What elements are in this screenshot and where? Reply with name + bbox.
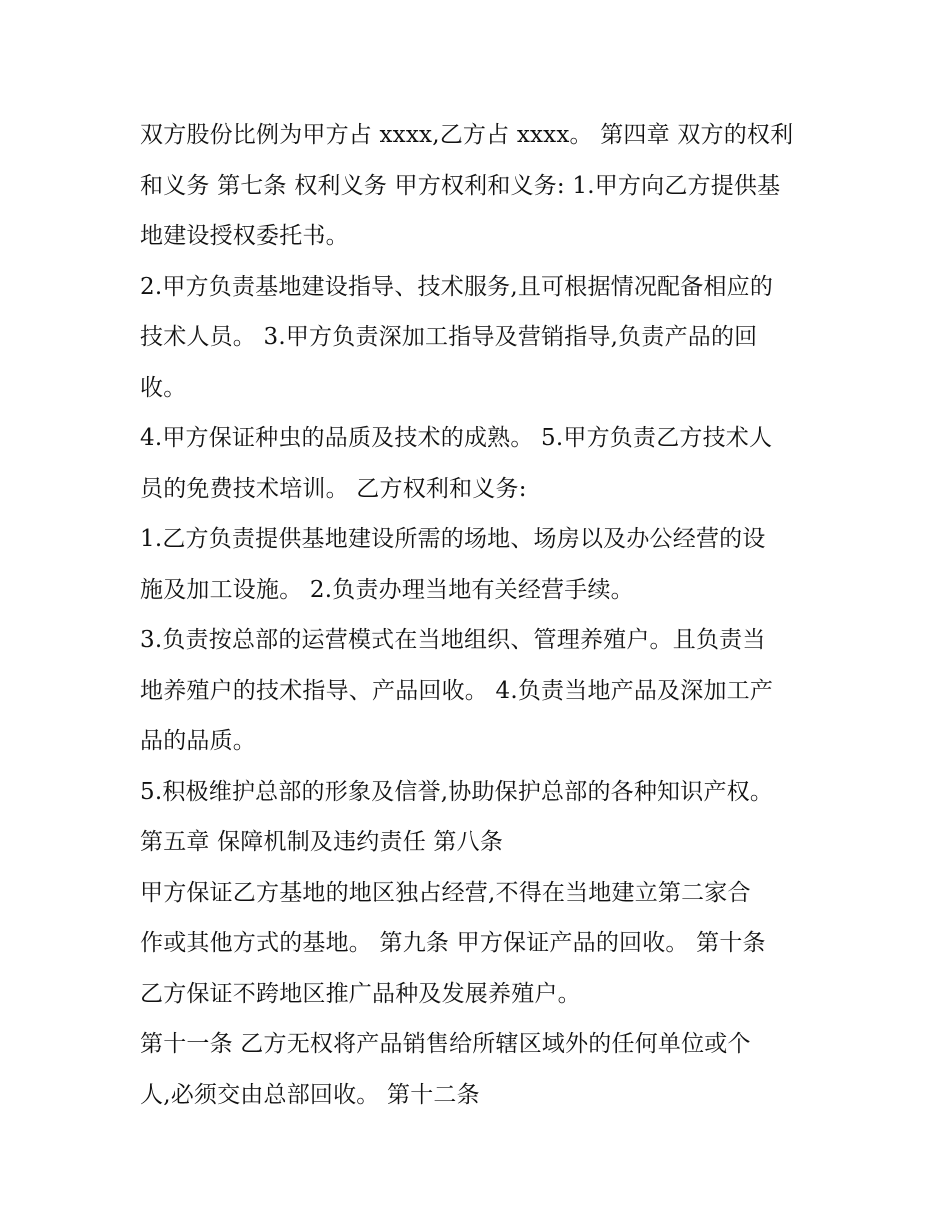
text-line: 乙方保证不跨地区推广品种及发展养殖户。 bbox=[140, 980, 581, 1007]
text-line: 技术人员。 3.甲方负责深加工指导及营销指导,负责产品的回 bbox=[140, 324, 758, 350]
text-line: 3.负责按总部的运营模式在当地组织、管理养殖户。且负责当 bbox=[140, 627, 766, 653]
text-line: 品的品质。 bbox=[140, 728, 256, 754]
text-line: 第十一条 乙方无权将产品销售给所辖区域外的任何单位或个 bbox=[140, 1031, 751, 1057]
text-line: 双方股份比例为甲方占 xxxx,乙方占 xxxx。 第四章 双方的权利 bbox=[140, 122, 794, 148]
document-body bbox=[140, 110, 820, 1120]
text-line: 施及加工设施。 2.负责办理当地有关经营手续。 bbox=[140, 576, 634, 603]
text-line: 人,必须交由总部回收。 第十二条 bbox=[140, 1081, 480, 1108]
text-line: 地养殖户的技术指导、产品回收。 4.负责当地产品及深加工产 bbox=[140, 677, 774, 704]
text-line: 5.积极维护总部的形象及信誉,协助保护总部的各种知识产权。 bbox=[140, 778, 774, 805]
text-line: 作或其他方式的基地。 第九条 甲方保证产品的回收。 第十条 bbox=[140, 930, 766, 956]
text-line: 收。 bbox=[140, 374, 187, 401]
text-line: 第五章 保障机制及违约责任 第八条 bbox=[140, 829, 504, 855]
text-line: 甲方保证乙方基地的地区独占经营,不得在当地建立第二家合 bbox=[140, 879, 751, 906]
text-line: 1.乙方负责提供基地建设所需的场地、场房以及办公经营的设 bbox=[140, 526, 766, 552]
text-line: 地建设授权委托书。 bbox=[140, 223, 349, 249]
text-line: 员的免费技术培训。 乙方权利和义务: bbox=[140, 475, 527, 502]
text-line: 2.甲方负责基地建设指导、技术服务,且可根据情况配备相应的 bbox=[140, 273, 774, 300]
text-line: 4.甲方保证种虫的品质及技术的成熟。 5.甲方负责乙方技术人 bbox=[140, 425, 773, 451]
text-line: 和义务 第七条 权利义务 甲方权利和义务: 1.甲方向乙方提供基 bbox=[140, 172, 781, 199]
